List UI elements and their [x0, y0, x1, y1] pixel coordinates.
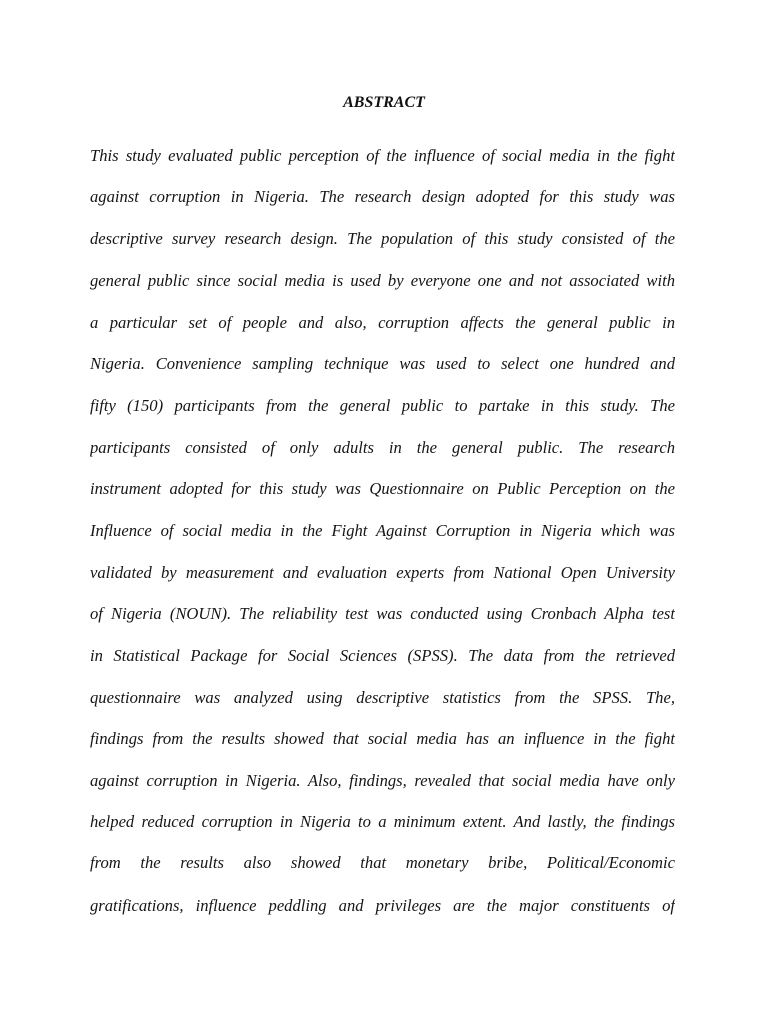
abstract-line-10: Influence of social media in the Fight Against Corruption in Nigeria which was [90, 521, 675, 540]
abstract-line-1: This study evaluated public perception of the influence of social media in the fight [90, 146, 675, 165]
abstract-line-5: a particular set of people and also, corruption affects the general public in [90, 313, 675, 332]
abstract-heading: ABSTRACT [343, 94, 425, 111]
abstract-line-4: general public since social media is used by everyone one and not associated with [90, 271, 675, 290]
abstract-line-12: of Nigeria (NOUN). The reliability test was conducted using Cronbach Alpha test [90, 604, 675, 623]
abstract-line-16: against corruption in Nigeria. Also, findings, revealed that social media have only [90, 771, 675, 790]
abstract-line-11: validated by measurement and evaluation experts from National Open University [90, 563, 675, 582]
abstract-line-15: findings from the results showed that social media has an influence in the fight [90, 729, 675, 748]
abstract-line-19: gratifications, influence peddling and privileges are the major constituents of [90, 896, 675, 915]
abstract-line-8: participants consisted of only adults in the general public. The research [90, 438, 675, 457]
abstract-line-14: questionnaire was analyzed using descriptive statistics from the SPSS. The, [90, 688, 675, 707]
abstract-line-13: in Statistical Package for Social Sciences (SPSS). The data from the retrieved [90, 646, 675, 665]
abstract-line-9: instrument adopted for this study was Questionnaire on Public Perception on the [90, 479, 675, 498]
abstract-line-7: fifty (150) participants from the general public to partake in this study. The [90, 396, 675, 415]
abstract-line-17: helped reduced corruption in Nigeria to a minimum extent. And lastly, the findings [90, 812, 675, 831]
abstract-line-2: against corruption in Nigeria. The research design adopted for this study was [90, 187, 675, 206]
abstract-line-3: descriptive survey research design. The population of this study consisted of the [90, 229, 675, 248]
abstract-line-6: Nigeria. Convenience sampling technique was used to select one hundred and [90, 354, 675, 373]
abstract-line-18: from the results also showed that monetary bribe, Political/Economic [90, 853, 675, 872]
